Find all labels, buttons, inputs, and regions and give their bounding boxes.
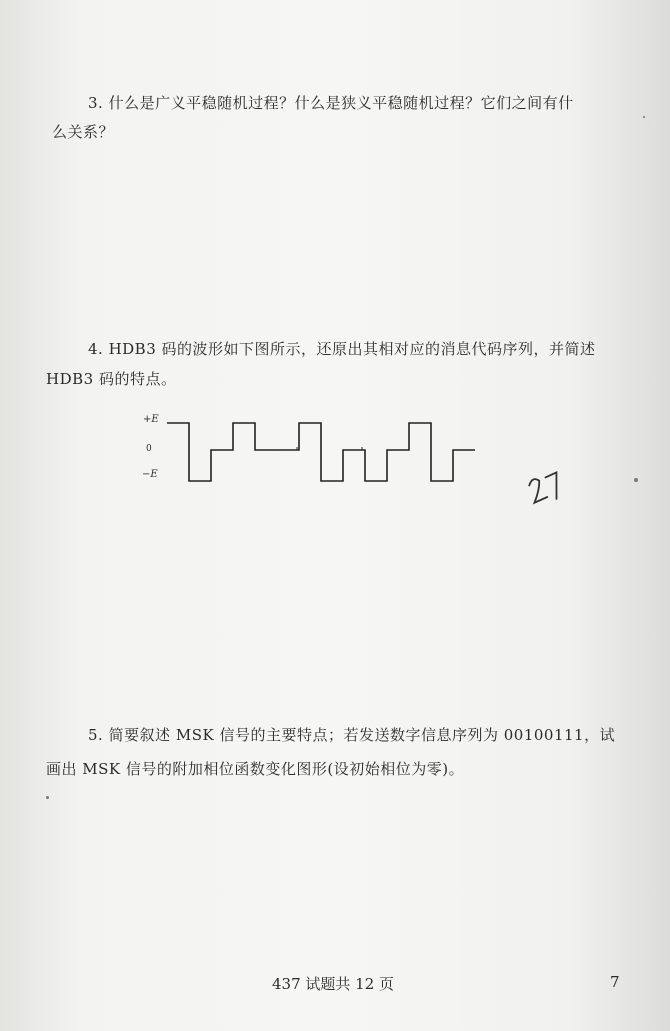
question-3-text-line-2: 么关系？ <box>52 123 115 141</box>
waveform-label-negative: −E <box>142 469 158 480</box>
question-4-text-line-1: 4. HDB3 码的波形如下图所示，还原出其相对应的消息代码序列，并简述 <box>88 340 596 358</box>
page-footer: 437 试题共 12 页 <box>272 975 395 993</box>
question-4-text-line-2: HDB3 码的特点。 <box>46 370 177 388</box>
question-3-text-line-1: 3. 什么是广义平稳随机过程？什么是狭义平稳随机过程？它们之间有什 <box>88 94 574 112</box>
waveform-label-positive: +E <box>143 414 159 425</box>
waveform-label-zero: 0 <box>146 444 152 454</box>
handwritten-annotation <box>524 465 574 515</box>
question-5-text-line-2: 画出 MSK 信号的附加相位函数变化图形(设初始相位为零)。 <box>46 760 465 778</box>
page-number: 7 <box>610 973 620 991</box>
scan-speck <box>643 116 645 118</box>
scan-speck <box>46 796 49 799</box>
question-5-text-line-1: 5. 简要叙述 MSK 信号的主要特点；若发送数字信息序列为 00100111，试 <box>88 726 616 744</box>
scan-speck <box>634 478 638 482</box>
hdb3-waveform-line <box>167 423 475 481</box>
